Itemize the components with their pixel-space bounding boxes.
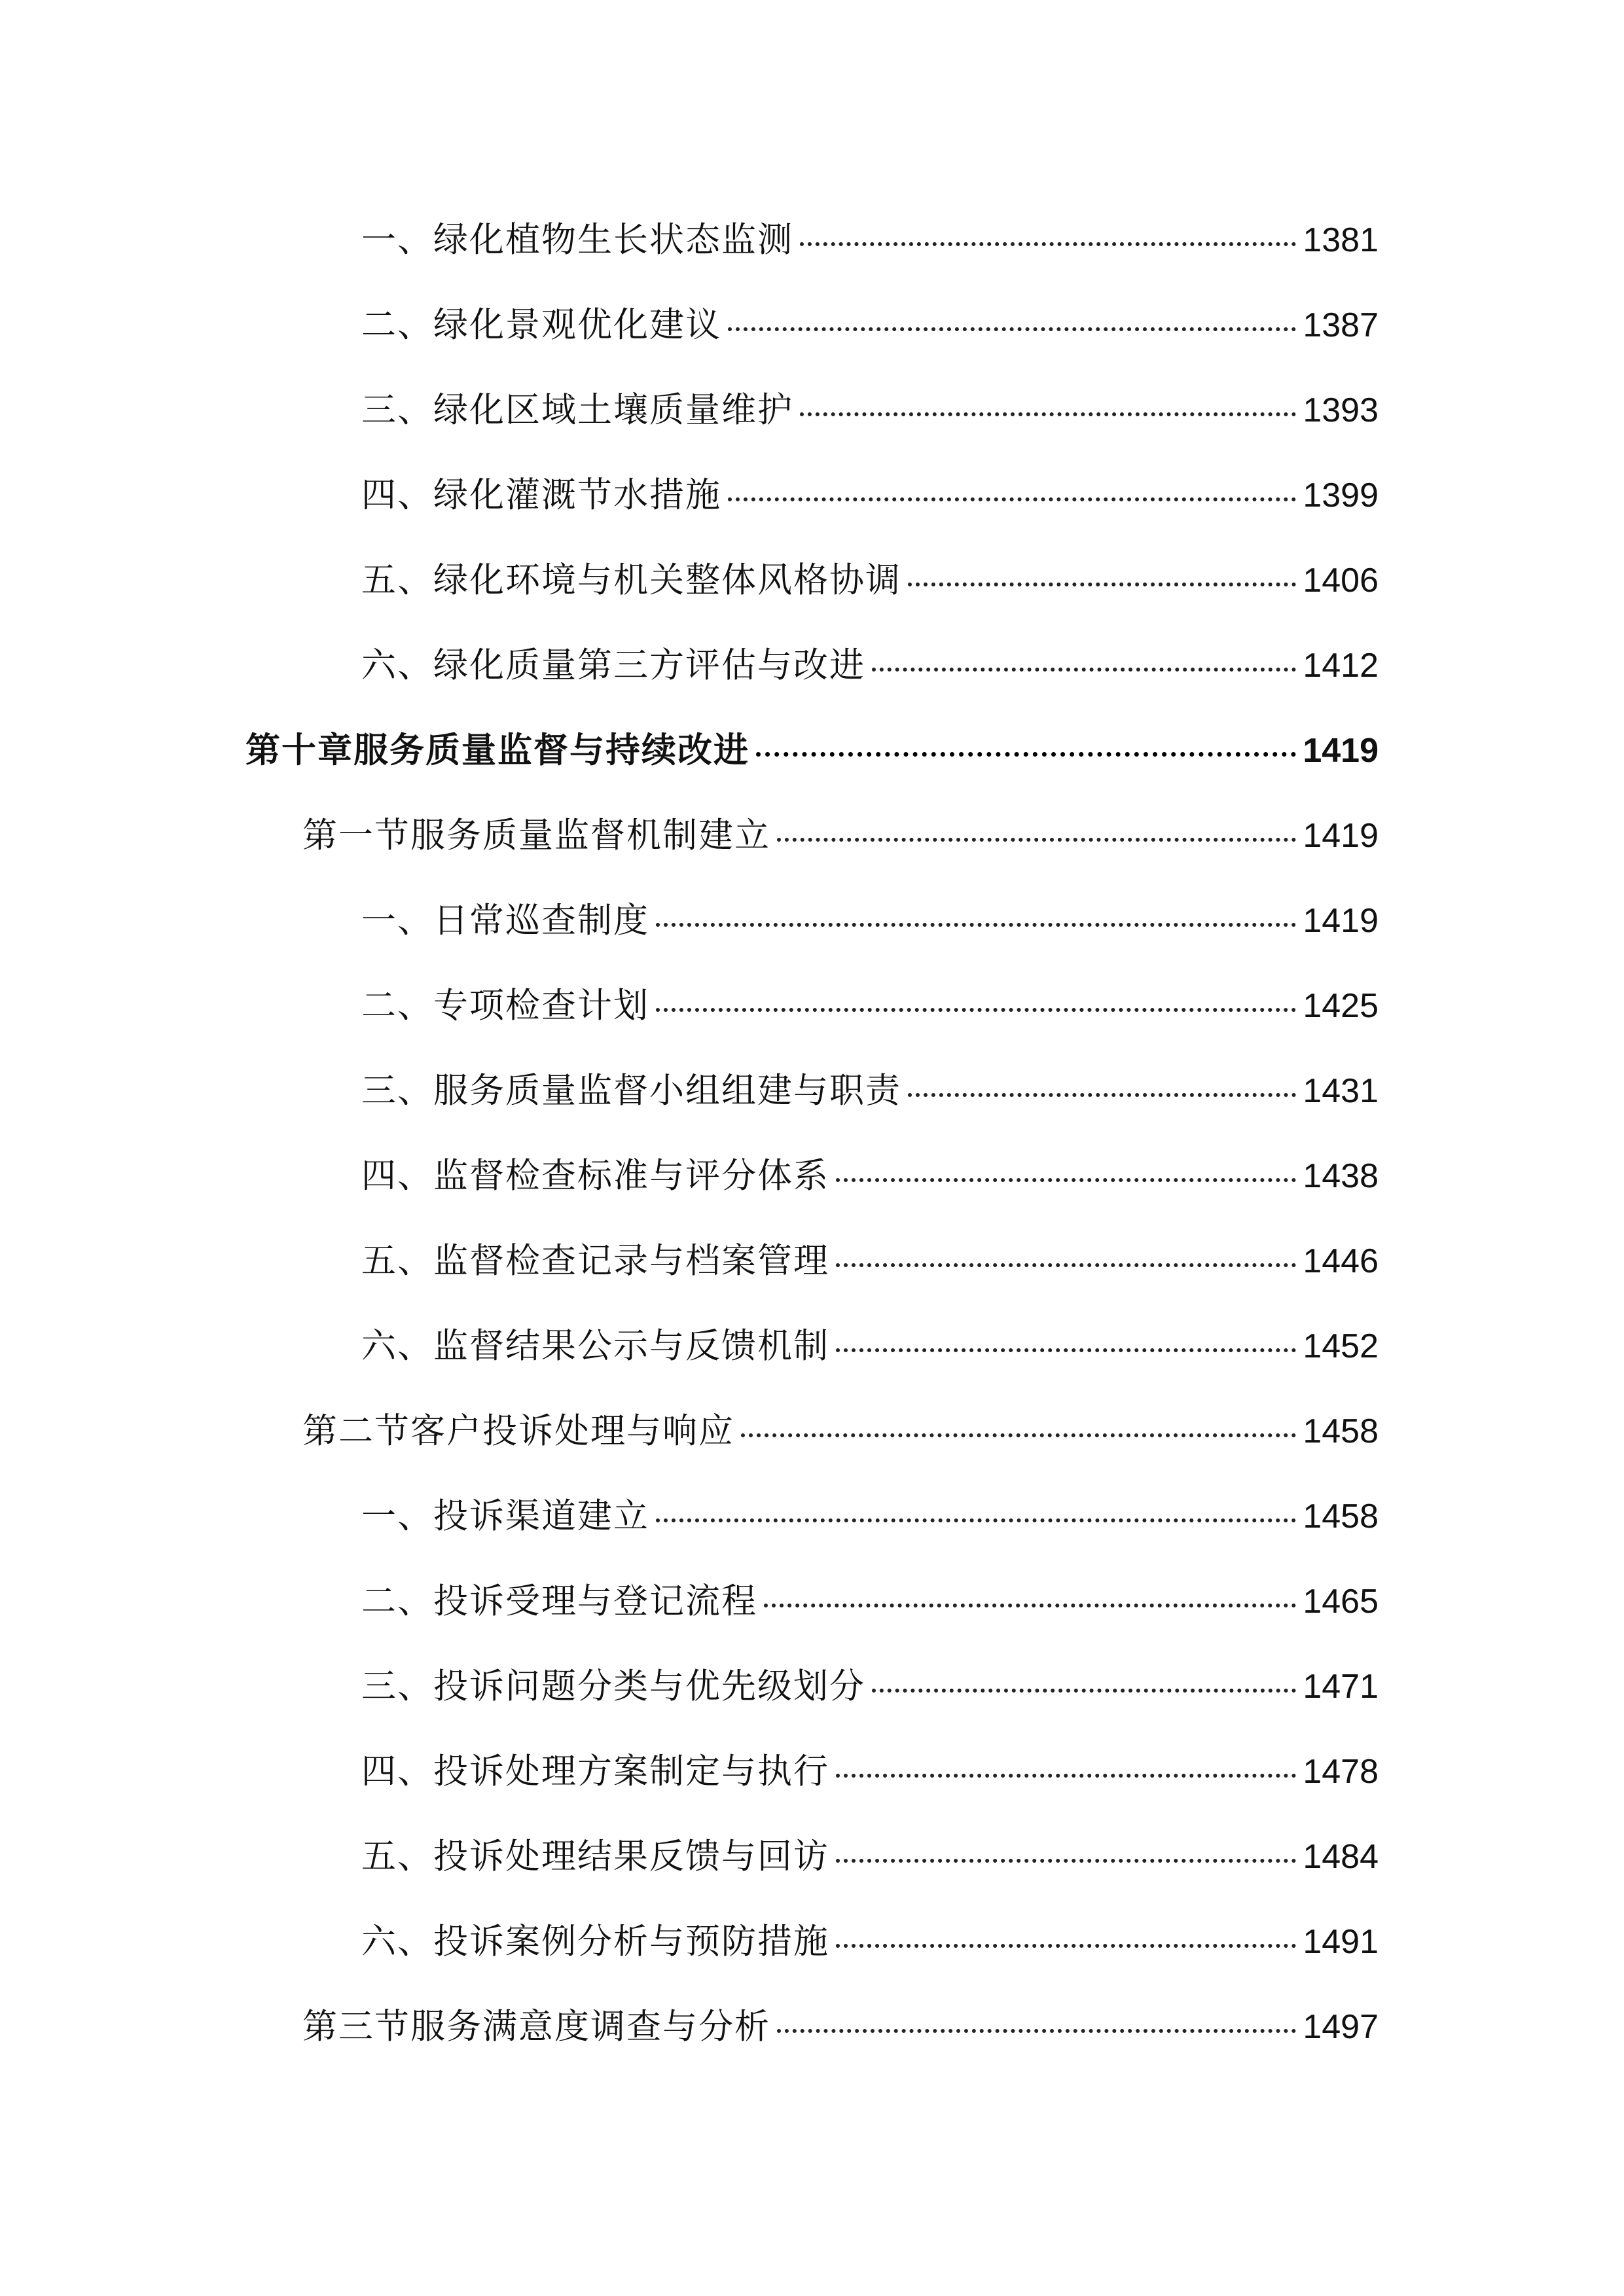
toc-dot-leader xyxy=(728,497,1296,501)
toc-entry[interactable] xyxy=(361,1664,1379,1710)
toc-dot-leader xyxy=(836,1859,1296,1863)
toc-entry-label: 一、绿化植物生长状态监测 xyxy=(361,220,793,260)
toc-page-number: 1381 xyxy=(1303,221,1379,259)
toc-page-number: 1465 xyxy=(1303,1583,1379,1621)
toc-entry-label: 三、绿化区域土壤质量维护 xyxy=(361,390,793,430)
toc-entry[interactable] xyxy=(361,558,1379,603)
toc-entry-label: 一、投诉渠道建立 xyxy=(361,1496,649,1536)
toc-page-number: 1419 xyxy=(1303,817,1379,855)
toc-entry[interactable] xyxy=(361,217,1379,263)
toc-page-number: 1412 xyxy=(1303,647,1379,685)
toc-dot-leader xyxy=(836,1178,1296,1182)
toc-entry[interactable] xyxy=(361,1834,1379,1880)
toc-dot-leader xyxy=(656,1008,1296,1012)
toc-entry[interactable] xyxy=(361,1153,1379,1199)
toc-page-number: 1484 xyxy=(1303,1838,1379,1876)
toc-dot-leader xyxy=(872,668,1296,672)
toc-page-number: 1438 xyxy=(1303,1157,1379,1195)
toc-dot-leader xyxy=(836,1348,1296,1352)
toc-entry[interactable] xyxy=(361,643,1379,689)
toc-entry[interactable] xyxy=(361,1068,1379,1114)
toc-entry[interactable] xyxy=(361,1238,1379,1284)
toc-dot-leader xyxy=(756,752,1296,757)
toc-dot-leader xyxy=(908,583,1296,586)
toc-section-label: 第一节服务质量监督机制建立 xyxy=(302,816,770,855)
toc-page-number: 1497 xyxy=(1303,2008,1379,2046)
toc-chapter-label: 第十章服务质量监督与持续改进 xyxy=(245,730,749,770)
toc-page-number: 1425 xyxy=(1303,987,1379,1025)
toc-entry-label: 五、投诉处理结果反馈与回访 xyxy=(361,1837,829,1876)
toc-entry[interactable] xyxy=(361,1919,1379,1965)
toc-dot-leader xyxy=(836,1263,1296,1267)
toc-dot-leader xyxy=(777,838,1296,842)
toc-page-number: 1387 xyxy=(1303,306,1379,344)
toc-dot-leader xyxy=(836,1944,1296,1948)
toc-entry-label: 二、投诉受理与登记流程 xyxy=(361,1581,757,1621)
toc-dot-leader xyxy=(872,1689,1296,1693)
toc-entry[interactable] xyxy=(361,302,1379,348)
toc-dot-leader xyxy=(656,923,1296,927)
toc-page-number: 1419 xyxy=(1303,732,1379,770)
toc-chapter-entry[interactable] xyxy=(245,728,1379,774)
toc-page-number: 1478 xyxy=(1303,1753,1379,1791)
toc-page-number: 1406 xyxy=(1303,562,1379,600)
toc-dot-leader xyxy=(741,1433,1296,1437)
toc-entry[interactable] xyxy=(361,387,1379,433)
toc-entry-label: 三、服务质量监督小组组建与职责 xyxy=(361,1071,901,1111)
toc-entry-label: 六、绿化质量第三方评估与改进 xyxy=(361,645,865,685)
toc-page-number: 1458 xyxy=(1303,1498,1379,1535)
toc-entry-label: 二、专项检查计划 xyxy=(361,986,649,1026)
toc-entry-label: 五、绿化环境与机关整体风格协调 xyxy=(361,560,901,600)
toc-entry-label: 一、日常巡查制度 xyxy=(361,901,649,941)
toc-section-entry[interactable] xyxy=(302,2004,1379,2050)
toc-entry[interactable] xyxy=(361,473,1379,518)
toc-entry-label: 二、绿化景观优化建议 xyxy=(361,305,721,345)
toc-section-label: 第三节服务满意度调查与分析 xyxy=(302,2007,770,2047)
toc-dot-leader xyxy=(764,1604,1296,1607)
toc-entry[interactable] xyxy=(361,1579,1379,1624)
toc-page-number: 1431 xyxy=(1303,1072,1379,1110)
toc-entry-label: 四、监督检查标准与评分体系 xyxy=(361,1156,829,1196)
toc-entry-label: 四、投诉处理方案制定与执行 xyxy=(361,1751,829,1791)
toc-dot-leader xyxy=(728,327,1296,331)
toc-page-number: 1419 xyxy=(1303,902,1379,940)
toc-page-number: 1452 xyxy=(1303,1327,1379,1365)
toc-entry-label: 四、绿化灌溉节水措施 xyxy=(361,475,721,515)
toc-entry-label: 六、监督结果公示与反馈机制 xyxy=(361,1326,829,1366)
toc-entry[interactable] xyxy=(361,1494,1379,1539)
toc-section-entry[interactable] xyxy=(302,813,1379,859)
toc-entry[interactable] xyxy=(361,1749,1379,1795)
toc-section-label: 第二节客户投诉处理与响应 xyxy=(302,1411,734,1451)
toc-entry[interactable] xyxy=(361,1323,1379,1369)
toc-page-number: 1446 xyxy=(1303,1242,1379,1280)
toc-page-number: 1393 xyxy=(1303,391,1379,429)
toc-entry[interactable] xyxy=(361,983,1379,1029)
toc-entry-label: 三、投诉问题分类与优先级划分 xyxy=(361,1666,865,1706)
toc-page-number: 1458 xyxy=(1303,1412,1379,1450)
toc-page-number: 1399 xyxy=(1303,476,1379,514)
toc-entry[interactable] xyxy=(361,898,1379,944)
toc-entry-label: 五、监督检查记录与档案管理 xyxy=(361,1241,829,1281)
toc-dot-leader xyxy=(656,1518,1296,1522)
toc-page-number: 1471 xyxy=(1303,1668,1379,1706)
toc-dot-leader xyxy=(836,1774,1296,1778)
toc-section-entry[interactable] xyxy=(302,1408,1379,1454)
toc-entry-label: 六、投诉案例分析与预防措施 xyxy=(361,1922,829,1962)
toc-dot-leader xyxy=(908,1093,1296,1097)
toc-dot-leader xyxy=(800,412,1296,416)
toc-dot-leader xyxy=(777,2029,1296,2033)
toc-dot-leader xyxy=(800,242,1296,246)
toc-page-number: 1491 xyxy=(1303,1923,1379,1961)
